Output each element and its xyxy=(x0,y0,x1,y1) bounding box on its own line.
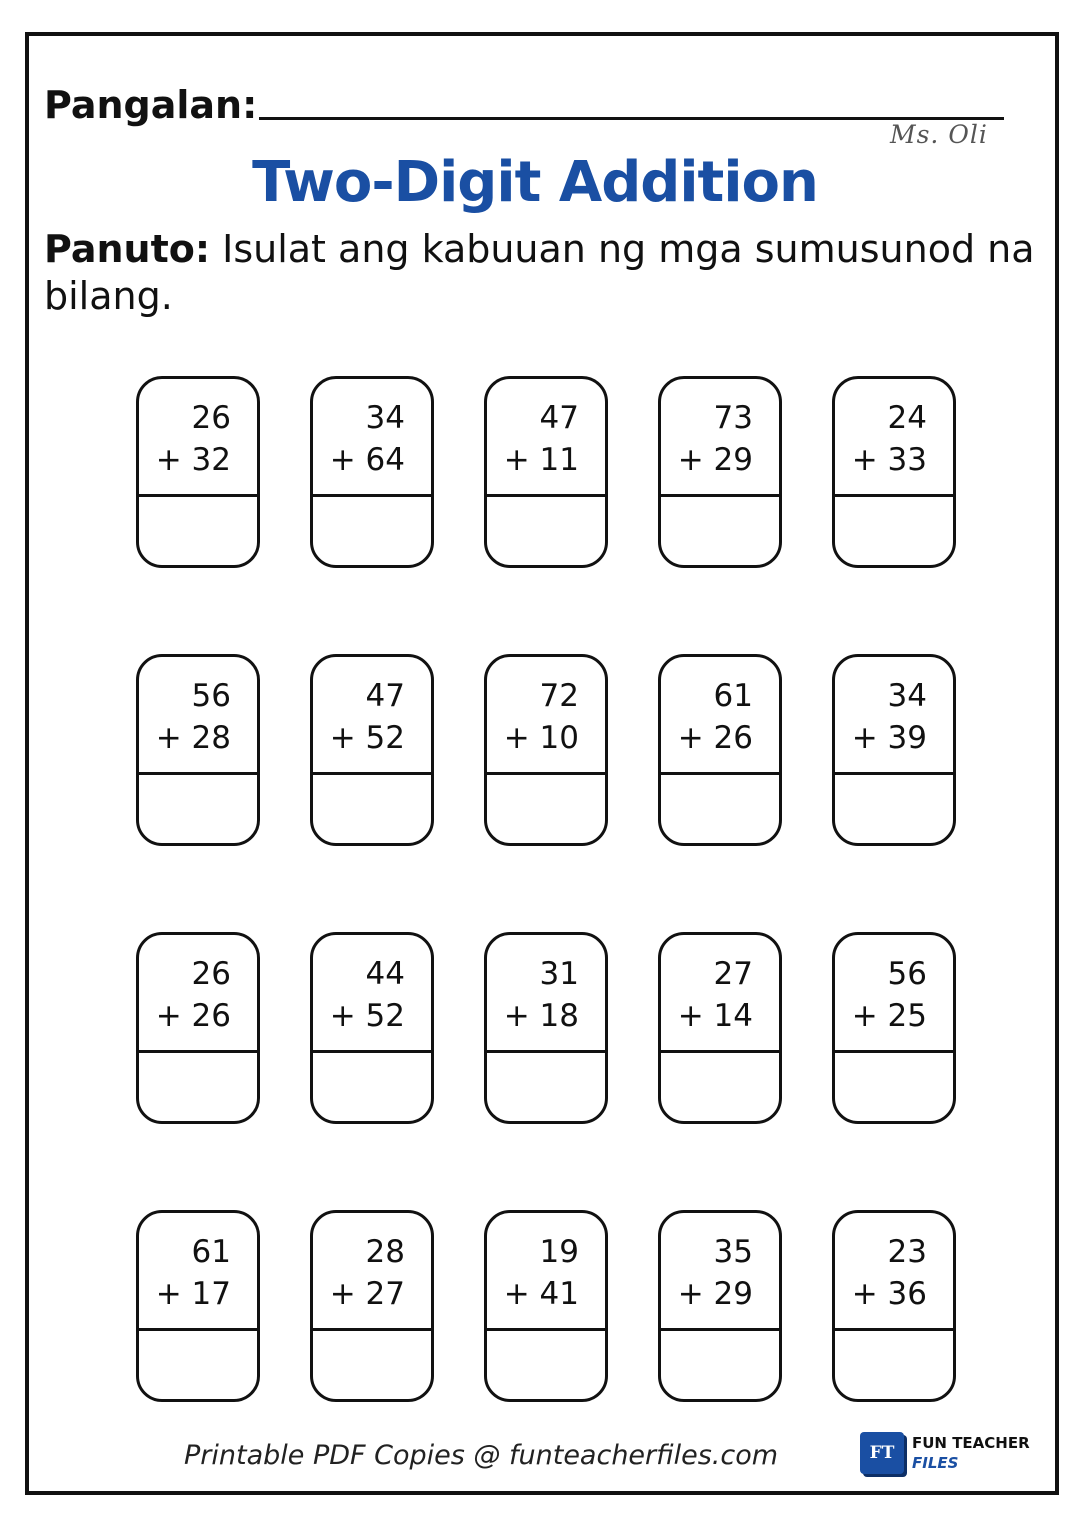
addend-top: 26 xyxy=(191,956,231,992)
addend-bottom: + 17 xyxy=(155,1276,231,1312)
logo-line-1: FUN TEACHER xyxy=(912,1434,1030,1452)
addend-bottom: + 52 xyxy=(329,998,405,1034)
problem-card xyxy=(136,654,260,846)
problem-card xyxy=(484,1210,608,1402)
logo-text xyxy=(912,1433,1030,1473)
addend-top: 73 xyxy=(713,400,753,436)
problem-addends xyxy=(835,657,953,775)
problem-card xyxy=(832,376,956,568)
addend-bottom: + 28 xyxy=(155,720,231,756)
problem-card xyxy=(658,1210,782,1402)
addend-bottom: + 11 xyxy=(503,442,579,478)
problem-addends xyxy=(313,379,431,497)
addend-bottom: + 10 xyxy=(503,720,579,756)
problem-addends xyxy=(139,935,257,1053)
addend-top: 34 xyxy=(365,400,405,436)
addend-top: 47 xyxy=(539,400,579,436)
problem-addends xyxy=(835,379,953,497)
problem-grid xyxy=(136,376,956,1402)
footer-text: Printable PDF Copies @ funteacherfiles.com xyxy=(184,1440,779,1471)
ft-logo-icon: FT xyxy=(860,1432,904,1474)
problem-addends xyxy=(661,657,779,775)
problem-card xyxy=(832,654,956,846)
problem-addends xyxy=(661,379,779,497)
problem-addends xyxy=(313,935,431,1053)
problem-addends xyxy=(661,1213,779,1331)
problem-card xyxy=(136,932,260,1124)
problem-card xyxy=(658,654,782,846)
addend-bottom: + 36 xyxy=(851,1276,927,1312)
addend-top: 34 xyxy=(887,678,927,714)
author-signature: Ms. Oli xyxy=(890,120,988,149)
problem-card xyxy=(832,1210,956,1402)
addend-top: 56 xyxy=(887,956,927,992)
addend-bottom: + 52 xyxy=(329,720,405,756)
problem-card xyxy=(484,932,608,1124)
logo-line-2: FILES xyxy=(912,1454,959,1472)
addend-top: 19 xyxy=(539,1234,579,1270)
problem-addends xyxy=(139,379,257,497)
problem-card xyxy=(658,932,782,1124)
addend-top: 23 xyxy=(887,1234,927,1270)
addend-top: 31 xyxy=(539,956,579,992)
addend-top: 44 xyxy=(365,956,405,992)
addend-bottom: + 25 xyxy=(851,998,927,1034)
addend-top: 28 xyxy=(365,1234,405,1270)
addend-bottom: + 14 xyxy=(677,998,753,1034)
problem-card xyxy=(658,376,782,568)
directions xyxy=(44,226,1054,320)
addend-top: 47 xyxy=(365,678,405,714)
problem-addends xyxy=(487,935,605,1053)
worksheet-title: Two-Digit Addition xyxy=(252,150,818,215)
addend-bottom: + 29 xyxy=(677,442,753,478)
addend-top: 61 xyxy=(191,1234,231,1270)
addend-top: 27 xyxy=(713,956,753,992)
addend-top: 61 xyxy=(713,678,753,714)
problem-card xyxy=(484,376,608,568)
addend-bottom: + 32 xyxy=(155,442,231,478)
addend-top: 35 xyxy=(713,1234,753,1270)
addend-top: 56 xyxy=(191,678,231,714)
problem-addends xyxy=(487,379,605,497)
addend-bottom: + 29 xyxy=(677,1276,753,1312)
addend-top: 72 xyxy=(539,678,579,714)
problem-card xyxy=(310,654,434,846)
problem-card xyxy=(310,1210,434,1402)
problem-card xyxy=(484,654,608,846)
problem-card xyxy=(310,932,434,1124)
problem-addends xyxy=(313,657,431,775)
problem-card xyxy=(310,376,434,568)
addend-top: 26 xyxy=(191,400,231,436)
problem-addends xyxy=(835,1213,953,1331)
problem-addends xyxy=(313,1213,431,1331)
problem-card xyxy=(136,376,260,568)
addend-bottom: + 33 xyxy=(851,442,927,478)
addend-bottom: + 18 xyxy=(503,998,579,1034)
addend-bottom: + 27 xyxy=(329,1276,405,1312)
addend-bottom: + 64 xyxy=(329,442,405,478)
problem-card xyxy=(832,932,956,1124)
problem-addends xyxy=(661,935,779,1053)
addend-top: 24 xyxy=(887,400,927,436)
addend-bottom: + 39 xyxy=(851,720,927,756)
problem-addends xyxy=(487,657,605,775)
addend-bottom: + 26 xyxy=(677,720,753,756)
problem-addends xyxy=(487,1213,605,1331)
name-label: Pangalan: xyxy=(44,83,258,127)
name-row xyxy=(44,72,1004,127)
problem-card xyxy=(136,1210,260,1402)
publisher-logo xyxy=(860,1432,1030,1474)
addend-bottom: + 41 xyxy=(503,1276,579,1312)
problem-addends xyxy=(139,657,257,775)
problem-addends xyxy=(835,935,953,1053)
directions-label: Panuto: xyxy=(44,227,211,271)
directions-text: Isulat ang kabuuan ng mga sumusunod na bilang. xyxy=(44,227,1035,318)
addend-bottom: + 26 xyxy=(155,998,231,1034)
problem-addends xyxy=(139,1213,257,1331)
